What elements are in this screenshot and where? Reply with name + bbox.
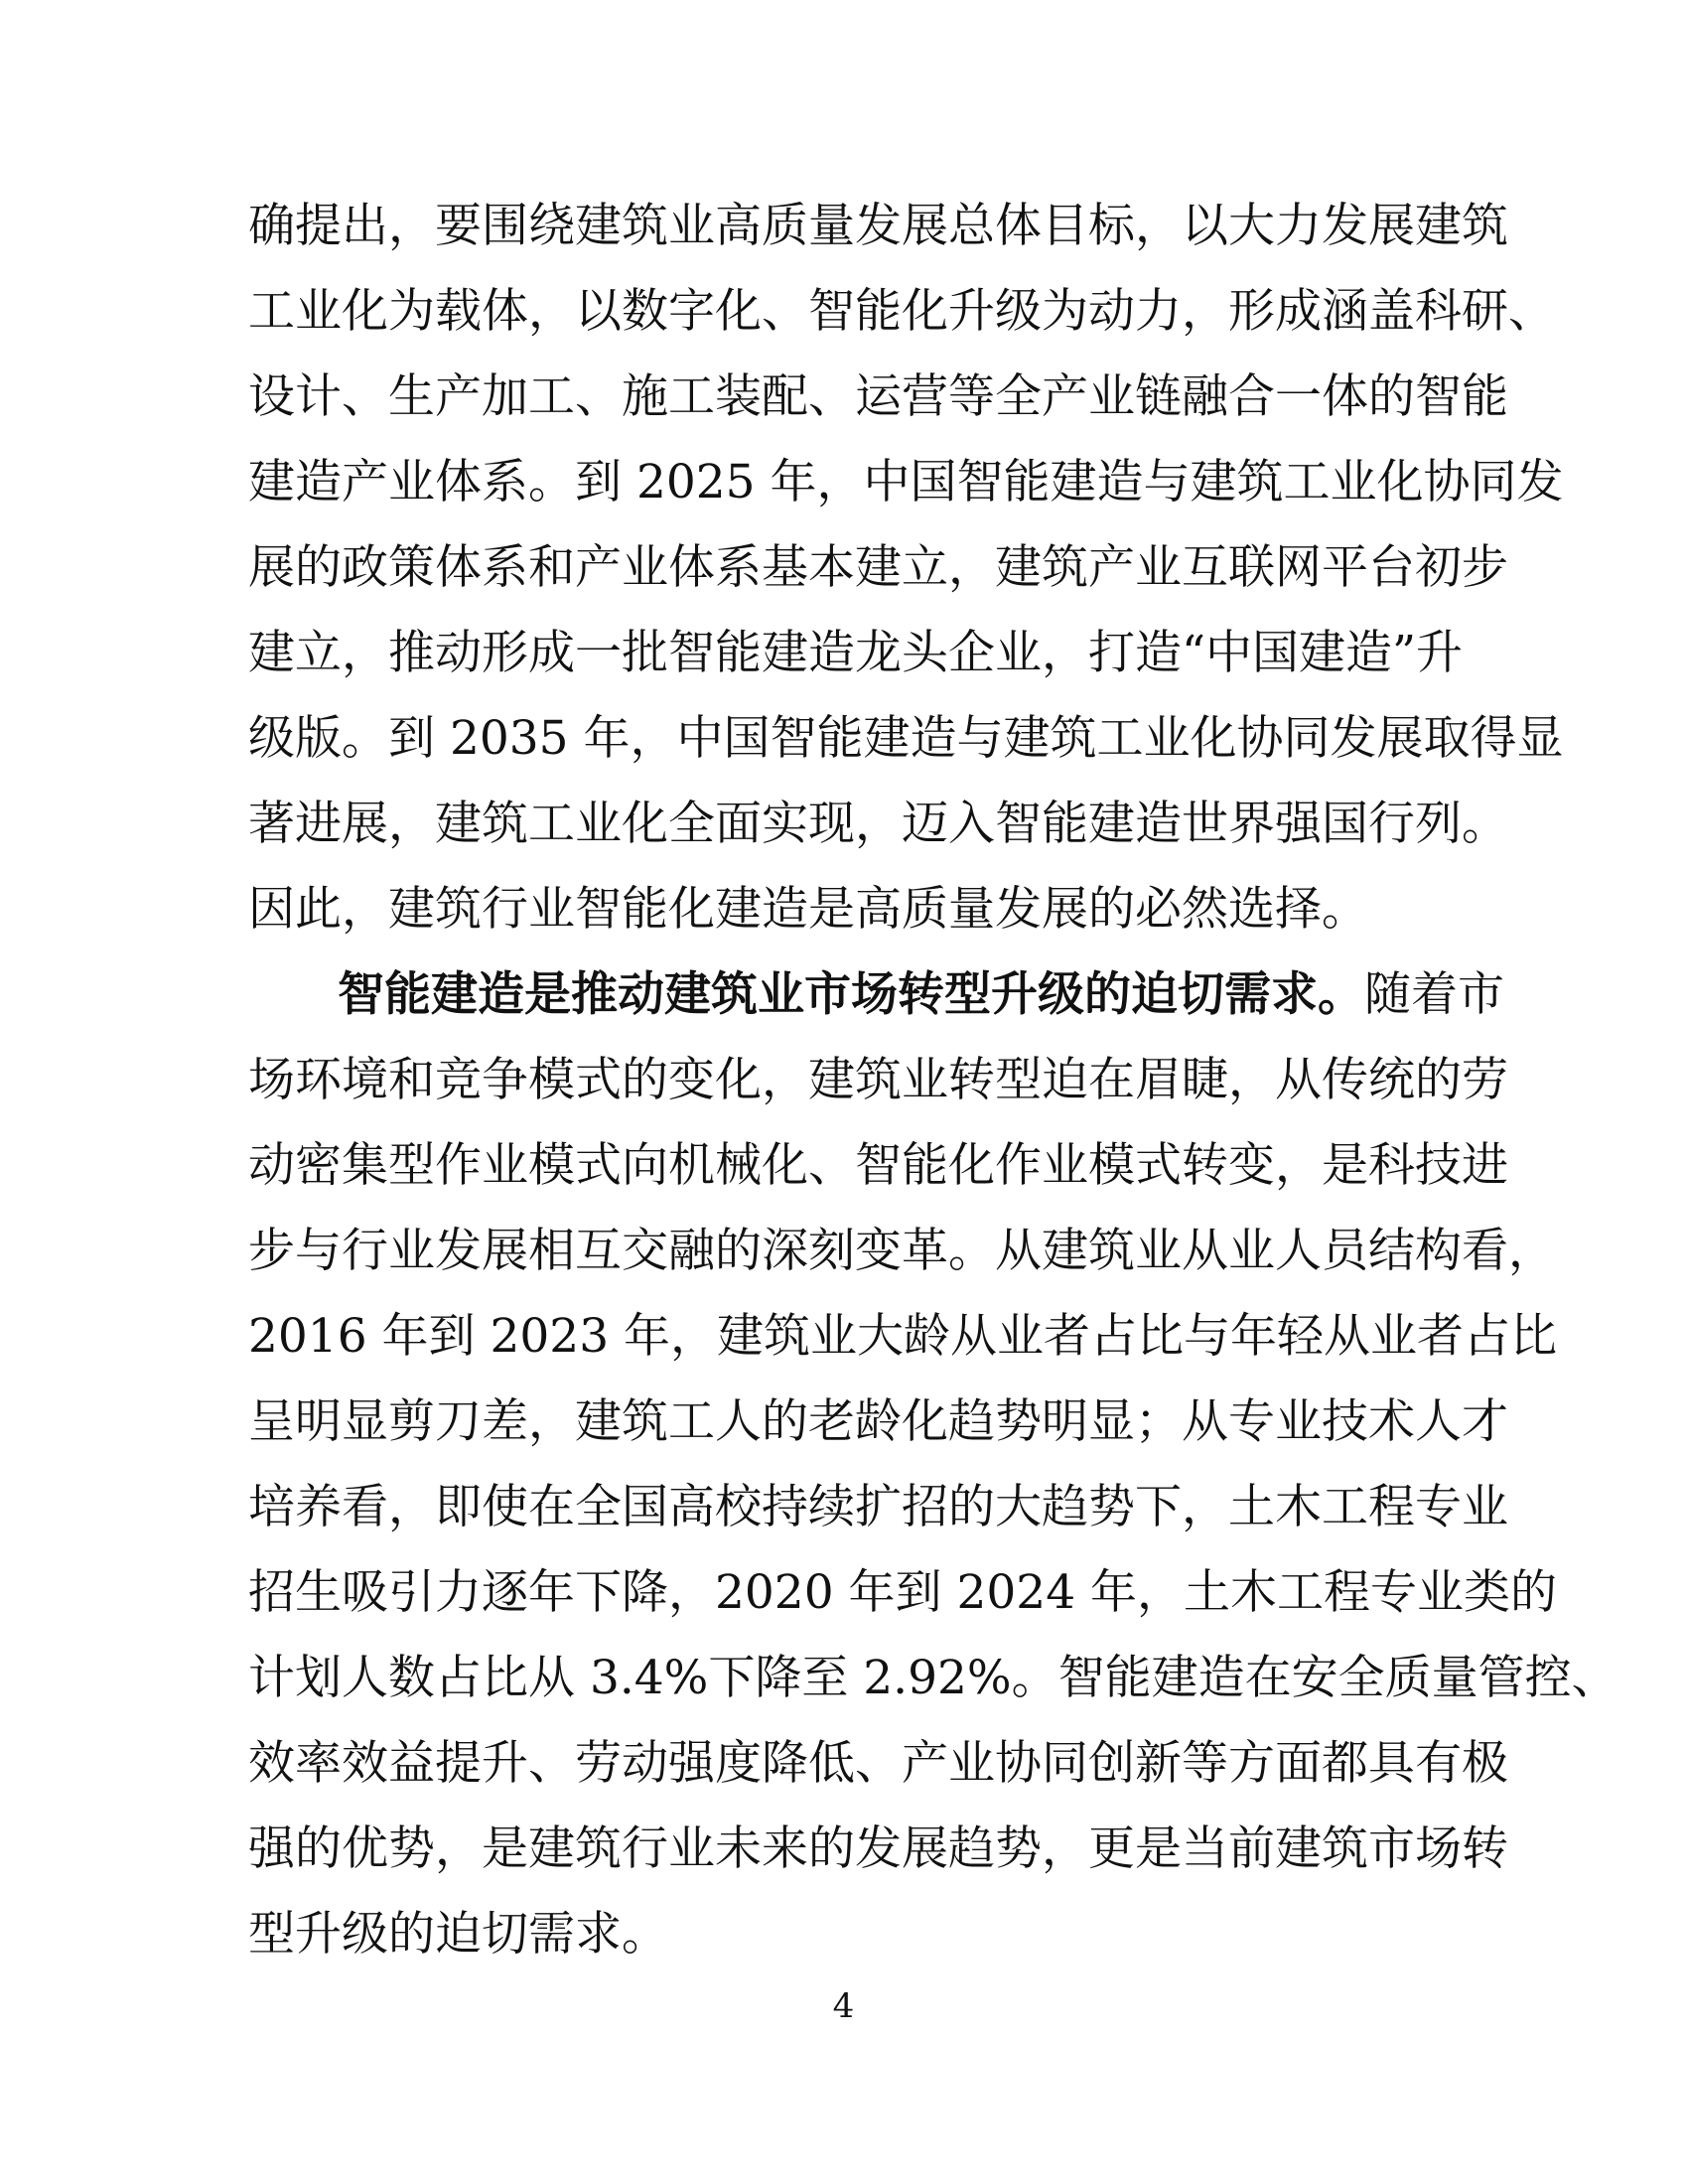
text-line: 因此，建筑行业智能化建造是高质量发展的必然选择。 bbox=[248, 882, 1368, 937]
text-line: 2016 年到 2023 年，建筑业大龄从业者占比与年轻从业者占比 bbox=[248, 1309, 1558, 1364]
text-line: 著进展，建筑工业化全面实现，迈入智能建造世界强国行列。 bbox=[248, 797, 1508, 851]
text-line: 型升级的迫切需求。 bbox=[248, 1907, 668, 1962]
text-line: 场环境和竞争模式的变化，建筑业转型迫在眉睫，从传统的劳 bbox=[248, 1053, 1508, 1107]
text-line: 强的优势，是建筑行业未来的发展趋势，更是当前建筑市场转 bbox=[248, 1821, 1508, 1876]
text-line: 确提出，要围绕建筑业高质量发展总体目标，以大力发展建筑 bbox=[248, 199, 1508, 253]
text-line: 培养看，即使在全国高校持续扩招的大趋势下，土木工程专业 bbox=[248, 1480, 1508, 1534]
text-line: 建造产业体系。到 2025 年，中国智能建造与建筑工业化协同发 bbox=[248, 455, 1564, 510]
paragraph-first-line bbox=[338, 953, 1504, 1037]
text-line: 呈明显剪刀差，建筑工人的老龄化趋势明显；从专业技术人才 bbox=[248, 1394, 1508, 1449]
text-span: 随着市 bbox=[1364, 967, 1504, 1022]
bold-heading-sentence: 智能建造是推动建筑业市场转型升级的迫切需求。 bbox=[338, 967, 1364, 1022]
text-line: 工业化为载体，以数字化、智能化升级为动力，形成涵盖科研、 bbox=[248, 284, 1555, 339]
text-line: 级版。到 2035 年，中国智能建造与建筑工业化协同发展取得显 bbox=[248, 711, 1564, 766]
text-line: 动密集型作业模式向机械化、智能化作业模式转变，是科技进 bbox=[248, 1138, 1508, 1193]
text-line: 设计、生产加工、施工装配、运营等全产业链融合一体的智能 bbox=[248, 369, 1508, 424]
text-line: 步与行业发展相互交融的深刻变革。从建筑业从业人员结构看， bbox=[248, 1224, 1555, 1278]
page-number: 4 bbox=[832, 1986, 855, 2026]
text-line: 效率效益提升、劳动强度降低、产业协同创新等方面都具有极 bbox=[248, 1736, 1508, 1791]
text-line: 计划人数占比从 3.4%下降至 2.92%。智能建造在安全质量管控、 bbox=[248, 1651, 1618, 1705]
text-line: 招生吸引力逐年下降，2020 年到 2024 年，土木工程专业类的 bbox=[248, 1565, 1558, 1620]
text-line: 建立，推动形成一批智能建造龙头企业，打造“中国建造”升 bbox=[248, 626, 1464, 680]
text-line: 展的政策体系和产业体系基本建立，建筑产业互联网平台初步 bbox=[248, 540, 1508, 595]
